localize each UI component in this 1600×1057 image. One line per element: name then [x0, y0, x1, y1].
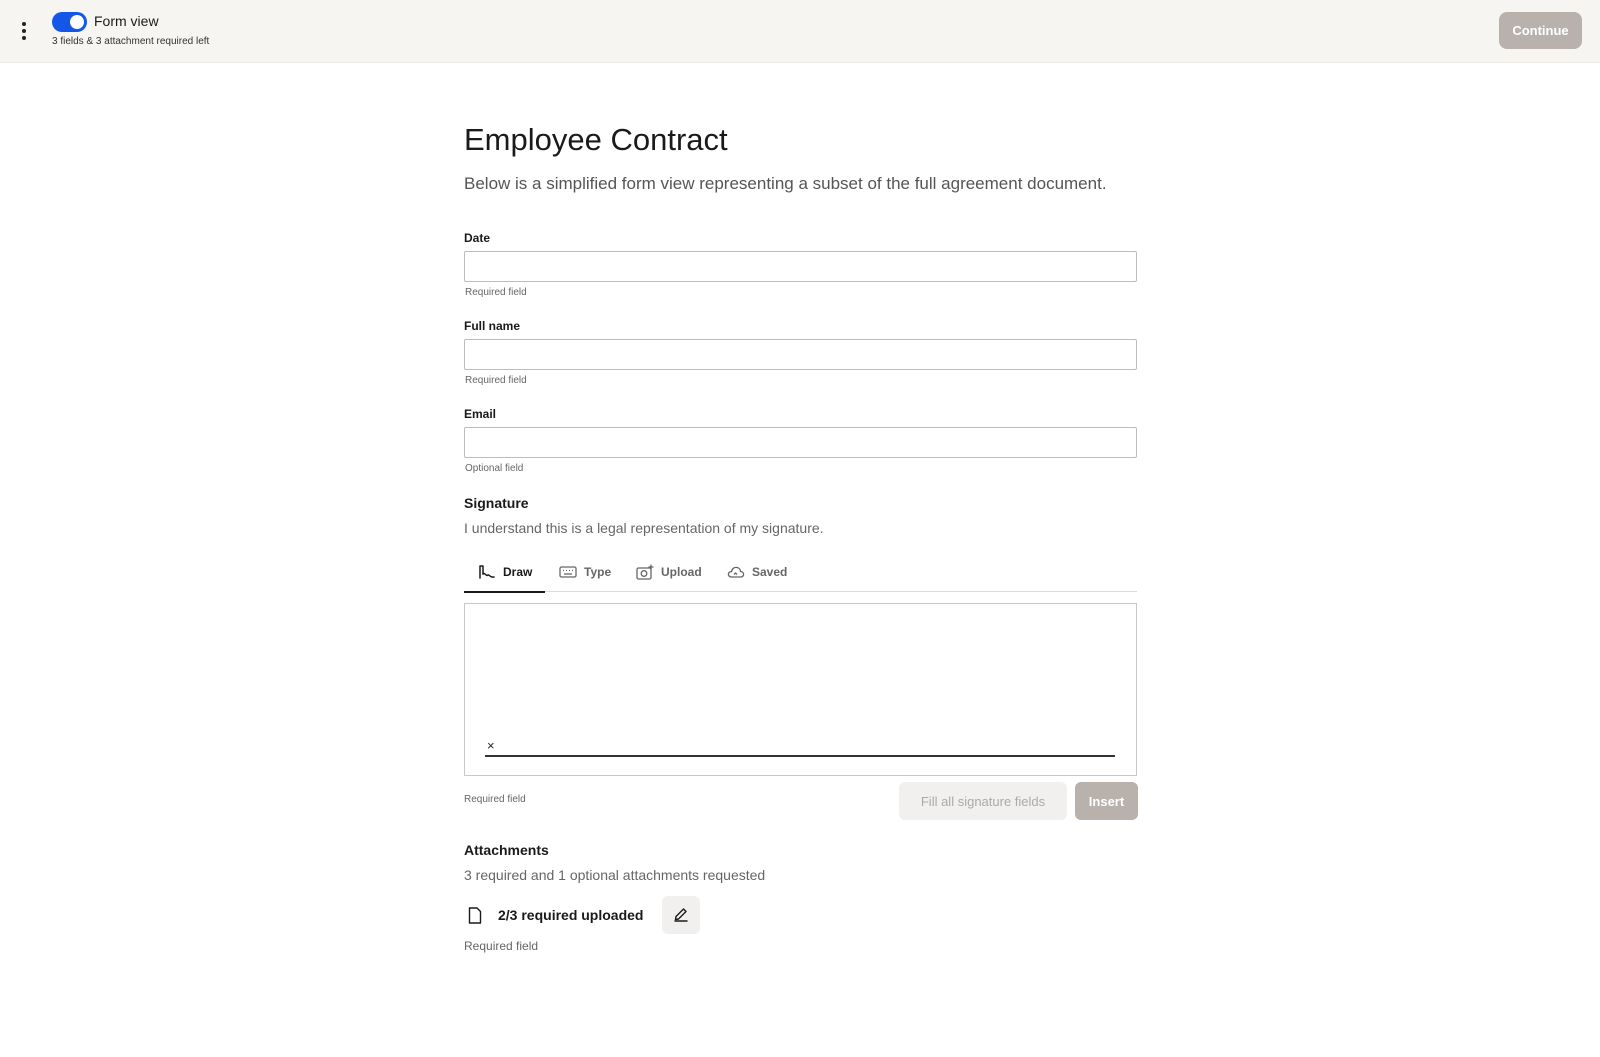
- attachments-status-row: [464, 896, 724, 934]
- tab-draw-label: Draw: [503, 564, 533, 579]
- tab-upload-label: Upload: [661, 564, 702, 579]
- page-title: Employee Contract: [464, 122, 728, 157]
- signature-tabs: [464, 551, 1137, 592]
- tab-draw[interactable]: [464, 551, 545, 592]
- insert-button[interactable]: Insert: [1075, 782, 1138, 820]
- signature-draw-pad[interactable]: [464, 603, 1137, 776]
- document-icon: [468, 907, 482, 929]
- tab-saved-label: Saved: [752, 564, 788, 579]
- email-field[interactable]: [464, 427, 1137, 458]
- fields-left-counter: 3 fields & 3 attachment required left: [52, 36, 210, 47]
- toggle-knob: [70, 15, 84, 29]
- date-hint: Required field: [465, 287, 527, 298]
- signature-title: Signature: [464, 495, 529, 511]
- date-label: Date: [464, 231, 491, 245]
- attachments-status: 2/3 required uploaded: [498, 907, 644, 923]
- tab-type[interactable]: [559, 551, 611, 592]
- cloud-icon: [727, 565, 745, 579]
- signature-description: I understand this is a legal representation of my signature.: [464, 520, 824, 536]
- page-subtitle: Below is a simplified form view representing a subset of the full agreement document.: [464, 174, 1107, 193]
- kebab-vertical-icon[interactable]: [14, 18, 34, 44]
- full-name-hint: Required field: [465, 375, 527, 386]
- camera-upload-icon: [636, 564, 654, 580]
- tab-saved[interactable]: [727, 551, 787, 592]
- continue-button[interactable]: Continue: [1499, 12, 1582, 49]
- attachments-title: Attachments: [464, 842, 549, 858]
- full-name-field[interactable]: [464, 339, 1137, 370]
- pen-draw-icon: [478, 564, 496, 580]
- signature-hint: Required field: [464, 794, 526, 805]
- form-view-label: Form view: [94, 13, 159, 29]
- tab-upload[interactable]: [636, 551, 702, 592]
- fill-all-signature-fields-button[interactable]: Fill all signature fields: [899, 782, 1067, 820]
- full-name-label: Full name: [464, 319, 521, 333]
- email-label: Email: [464, 407, 497, 421]
- date-field[interactable]: [464, 251, 1137, 282]
- signature-baseline: [485, 755, 1115, 757]
- signature-x-marker: ×: [487, 738, 495, 753]
- attachments-description: 3 required and 1 optional attachments requested: [464, 867, 766, 883]
- edit-attachments-button[interactable]: [662, 896, 700, 934]
- attachments-hint: Required field: [464, 939, 539, 953]
- pencil-icon: [673, 906, 689, 925]
- tab-type-label: Type: [584, 564, 612, 579]
- email-hint: Optional field: [465, 463, 524, 474]
- keyboard-icon: [559, 565, 577, 579]
- form-view-toggle[interactable]: [52, 12, 87, 32]
- top-bar: [0, 0, 1600, 63]
